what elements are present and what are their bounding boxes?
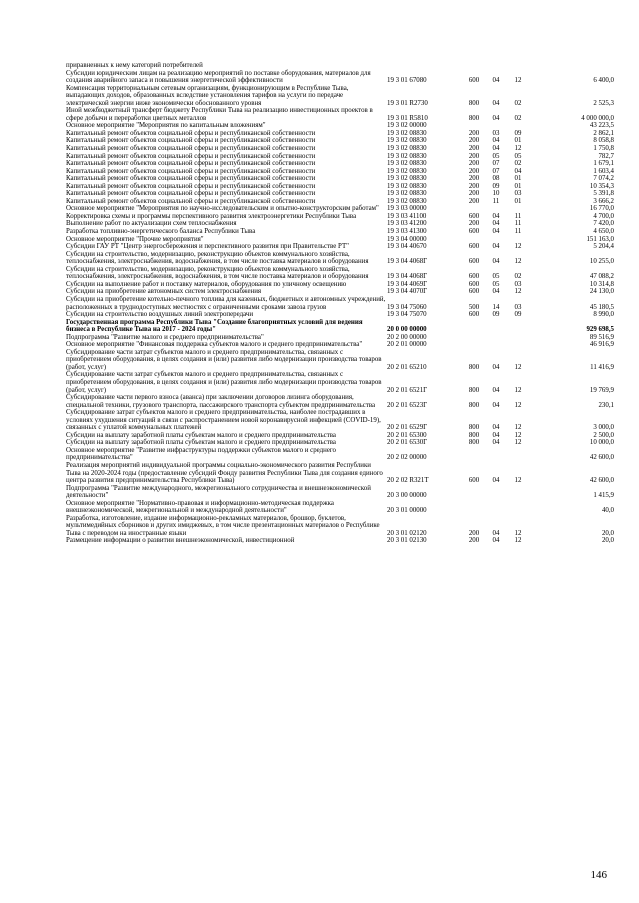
row-code: 20 2 01 00000 <box>387 341 427 349</box>
row-expense-type: 200 <box>468 167 480 175</box>
row-subsection: 12 <box>514 439 522 447</box>
row-name: Размещение информации о развитии внешнеэкономической, инвестиционной <box>66 537 295 545</box>
table-row <box>66 190 614 198</box>
table-row <box>66 439 614 447</box>
row-name: Подпрограмма "Развитие малого и среднего предпринимательства" <box>66 333 264 341</box>
row-amount: 24 130,0 <box>589 288 614 296</box>
table-row <box>66 394 614 409</box>
row-expense-type: 600 <box>468 77 480 85</box>
row-section: 08 <box>492 175 500 183</box>
row-code: 19 3 01 67080 <box>387 77 427 85</box>
row-code: 19 3 02 08830 <box>387 190 427 198</box>
row-code: 19 3 03 41300 <box>387 228 427 236</box>
row-expense-type: 600 <box>468 228 480 236</box>
table-row <box>66 319 614 334</box>
row-name: Субсидии на строительство воздушных линий электропередачи <box>66 311 254 319</box>
row-amount: 3 666,2 <box>593 197 614 205</box>
row-subsection: 12 <box>514 477 522 485</box>
row-expense-type: 800 <box>468 114 480 122</box>
table-row <box>66 296 614 311</box>
row-name: Капитальный ремонт объектов социальной сферы и республиканской собственности <box>66 190 316 198</box>
row-section: 04 <box>492 477 500 485</box>
row-expense-type: 500 <box>468 303 480 311</box>
table-row <box>66 130 614 138</box>
row-subsection: 02 <box>514 160 522 168</box>
row-amount: 1 679,1 <box>593 160 614 168</box>
table-row <box>66 70 614 85</box>
row-amount: 20,0 <box>601 537 614 545</box>
row-code: 19 3 02 08830 <box>387 152 427 160</box>
row-name: Субсидии на строительство, модернизацию, реконструкцию объектов коммунального хозяйства, теплоснабжения, электроснабжения, водоснабжения, в том числе поставка материалов и оборудования <box>66 265 369 281</box>
row-subsection: 12 <box>514 145 522 153</box>
row-name: Капитальный ремонт объектов социальной сферы и республиканской собственности <box>66 152 316 160</box>
table-row <box>66 107 614 122</box>
row-code: 20 3 00 00000 <box>387 492 427 500</box>
table-row <box>66 409 614 432</box>
row-section: 04 <box>492 243 500 251</box>
row-subsection: 12 <box>514 529 522 537</box>
row-amount: 2 862,1 <box>593 129 614 137</box>
row-name: Субсидирование части затрат субъектов малого и среднего предпринимательства, связанных с приобретением оборудования, в целях создания и (или) развития либо модернизации производства товаров (работ, услуг) <box>66 348 382 371</box>
row-amount: 5 391,8 <box>593 190 614 198</box>
row-section: 03 <box>492 129 500 137</box>
row-subsection: 05 <box>514 152 522 160</box>
row-code: 19 3 02 08830 <box>387 182 427 190</box>
row-expense-type: 600 <box>468 477 480 485</box>
table-row <box>66 341 614 349</box>
row-code: 19 3 04 00000 <box>387 235 427 243</box>
row-subsection: 03 <box>514 280 522 288</box>
row-code: 19 3 04 75060 <box>387 303 427 311</box>
row-name: Субсидирование части первого взноса (аванса) при заключении договоров лизинга оборудования, специальной техники, грузового транспорта, пассажирского транспорта субъектом предпринимательства <box>66 394 376 409</box>
table-row <box>66 236 614 244</box>
row-name: Капитальный ремонт объектов социальной сферы и республиканской собственности <box>66 182 316 190</box>
row-amount: 43 223,5 <box>589 122 614 130</box>
row-name: Капитальный ремонт объектов социальной сферы и республиканской собственности <box>66 167 316 175</box>
row-name: Основное мероприятие "Финансовая поддержка субъектов малого и среднего предпринимательства" <box>66 341 363 349</box>
row-expense-type: 800 <box>468 424 480 432</box>
table-row <box>66 447 614 462</box>
table-row <box>66 537 614 545</box>
row-amount: 20,0 <box>601 529 614 537</box>
row-amount: 230,1 <box>598 401 614 409</box>
row-name: Субсидии на приобретение автономных систем электроснабжения <box>66 288 262 296</box>
row-expense-type: 200 <box>468 190 480 198</box>
row-code: 19 3 03 00000 <box>387 205 427 213</box>
row-section: 10 <box>492 190 500 198</box>
row-name: Реализация мероприятий индивидуальной программы социально-экономического развития Республики Тыва на 2020-2024 годы (предоставление субсидий Фонду развития Республики Тыва для создания единого центра развития предпринимательства Республики Тыва) <box>66 461 383 485</box>
row-code: 20 2 01 65210 <box>387 363 427 371</box>
row-section: 04 <box>492 439 500 447</box>
row-expense-type: 200 <box>468 197 480 205</box>
row-expense-type: 800 <box>468 99 480 107</box>
row-amount: 6 400,0 <box>593 77 614 85</box>
row-code: 19 3 02 08830 <box>387 175 427 183</box>
table-row <box>66 137 614 145</box>
row-subsection: 11 <box>514 228 522 236</box>
row-amount: 46 916,9 <box>589 341 614 349</box>
row-amount: 5 204,4 <box>593 243 614 251</box>
row-code: 20 2 00 00000 <box>387 333 427 341</box>
table-row <box>66 85 614 108</box>
row-section: 09 <box>492 182 500 190</box>
row-name: Субсидии юридическим лицам на реализацию мероприятий по поставке оборудования, материалов для создания аварийного запаса и повышения энергетической эффективности <box>66 69 371 85</box>
row-section: 04 <box>492 431 500 439</box>
row-expense-type: 600 <box>468 280 480 288</box>
row-section: 04 <box>492 99 500 107</box>
row-name: Иной межбюджетный трансферт бюджету Республики Тыва на реализацию инвестиционных проектов в сфере добычи и переработки цветных металлов <box>66 107 373 122</box>
row-expense-type: 200 <box>468 152 480 160</box>
row-code: 19 3 04 40670 <box>387 243 427 251</box>
row-amount: 8 990,0 <box>593 311 614 319</box>
row-name: Подпрограмма "Развитие международного, межрегионального сотрудничества и внешнеэкономической деятельности" <box>66 484 371 500</box>
row-expense-type: 800 <box>468 439 480 447</box>
row-section: 05 <box>492 280 500 288</box>
table-row <box>66 213 614 221</box>
row-code: 20 2 01 6523Г <box>387 401 428 409</box>
row-name: Капитальный ремонт объектов социальной сферы и республиканской собственности <box>66 129 316 137</box>
row-expense-type: 800 <box>468 401 480 409</box>
row-name: Разработка, изготовление, издание информационно-рекламных материалов, брошюр, буклетов, мультимедийных сборников и других имиджевых, в том числе презентационных материалов о Республике Тыва с переводом на иностранные языки <box>66 514 380 537</box>
row-amount: 10 354,3 <box>589 182 614 190</box>
table-row <box>66 371 614 394</box>
row-name: Субсидирование части затрат субъектов малого и среднего предпринимательства, связанных с приобретением оборудования, в целях создания и (или) развития либо модернизации производства товаров (работ, услуг) <box>66 371 382 394</box>
row-expense-type: 600 <box>468 258 480 266</box>
row-amount: 1 415,9 <box>593 492 614 500</box>
row-section: 04 <box>492 537 500 545</box>
row-code: 19 3 04 4068Г <box>387 273 428 281</box>
row-code: 19 3 01 R5810 <box>387 114 428 122</box>
table-row <box>66 485 614 500</box>
row-name: Субсидии на выполнение работ и поставку материалов, оборудования по уличному освещению <box>66 280 347 288</box>
row-name: Субсидии ГАУ РТ "Центр энергосбережения и перспективного развития при Правительстве РТ" <box>66 243 349 251</box>
row-expense-type: 200 <box>468 537 480 545</box>
row-amount: 47 088,2 <box>589 273 614 281</box>
table-row <box>66 205 614 213</box>
row-name: Разработка топливно-энергетического баланса Республики Тыва <box>66 228 256 236</box>
row-code: 20 2 01 6530Г <box>387 439 428 447</box>
row-amount: 45 180,5 <box>589 303 614 311</box>
row-subsection: 09 <box>514 129 522 137</box>
row-amount: 2 500,0 <box>593 431 614 439</box>
row-name: Капитальный ремонт объектов социальной сферы и республиканской собственности <box>66 137 316 145</box>
row-name: Субсидии на строительство, модернизацию, реконструкцию объектов коммунального хозяйства, теплоснабжения, электроснабжения, водоснабжения, в том числе поставка материалов и оборудования <box>66 250 369 266</box>
row-subsection: 04 <box>514 167 522 175</box>
table-row <box>66 462 614 485</box>
row-amount: 16 770,0 <box>589 205 614 213</box>
row-expense-type: 600 <box>468 288 480 296</box>
table-row <box>66 145 614 153</box>
row-code: 20 2 01 65300 <box>387 431 427 439</box>
row-amount: 10 000,0 <box>589 439 614 447</box>
row-amount: 4 700,0 <box>593 212 614 220</box>
row-section: 04 <box>492 529 500 537</box>
row-subsection: 03 <box>514 190 522 198</box>
row-code: 19 3 02 08830 <box>387 167 427 175</box>
row-section: 09 <box>492 311 500 319</box>
page-number: 146 <box>590 869 607 881</box>
row-amount: 42 600,0 <box>589 477 614 485</box>
row-subsection: 12 <box>514 288 522 296</box>
row-subsection: 02 <box>514 273 522 281</box>
row-expense-type: 800 <box>468 386 480 394</box>
row-name: Субсидирование затрат субъектов малого и среднего предпринимательства, наиболее пострадавших в условиях ухудшения ситуаций в связи с распространением новой коронавирусной инфекцией (COVID-19), связанных с уплатой коммунальных платежей <box>66 409 381 432</box>
row-code: 19 3 02 08830 <box>387 137 427 145</box>
row-section: 04 <box>492 386 500 394</box>
table-row <box>66 153 614 161</box>
row-expense-type: 200 <box>468 160 480 168</box>
table-row <box>66 432 614 440</box>
row-section: 04 <box>492 137 500 145</box>
row-section: 04 <box>492 424 500 432</box>
row-name: Основное мероприятие "Мероприятия по капитальным вложениям" <box>66 122 266 130</box>
table-row <box>66 228 614 236</box>
row-name: Капитальный ремонт объектов социальной сферы и республиканской собственности <box>66 197 316 205</box>
row-amount: 929 698,5 <box>586 326 614 334</box>
row-section: 05 <box>492 152 500 160</box>
row-subsection: 12 <box>514 258 522 266</box>
table-row <box>66 160 614 168</box>
row-amount: 4 000 000,0 <box>581 114 614 122</box>
row-expense-type: 200 <box>468 220 480 228</box>
row-amount: 10 255,0 <box>589 258 614 266</box>
row-subsection: 01 <box>514 182 522 190</box>
table-row <box>66 288 614 296</box>
row-code: 20 3 01 00000 <box>387 507 427 515</box>
row-amount: 4 650,0 <box>593 228 614 236</box>
table-row <box>66 243 614 251</box>
row-subsection: 02 <box>514 114 522 122</box>
table-row <box>66 515 614 538</box>
row-name: Выполнение работ по актуализации схем теплоснабжения <box>66 220 237 228</box>
row-amount: 10 314,8 <box>589 280 614 288</box>
row-section: 05 <box>492 273 500 281</box>
row-section: 07 <box>492 160 500 168</box>
row-code: 20 3 01 02120 <box>387 529 427 537</box>
row-expense-type: 600 <box>468 212 480 220</box>
row-code: 19 3 03 41100 <box>387 212 427 220</box>
row-expense-type: 200 <box>468 175 480 183</box>
row-code: 20 0 00 00000 <box>387 326 427 334</box>
row-section: 04 <box>492 363 500 371</box>
table-row <box>66 183 614 191</box>
row-amount: 782,7 <box>598 152 614 160</box>
row-code: 19 3 02 08830 <box>387 160 427 168</box>
row-amount: 19 769,9 <box>589 386 614 394</box>
row-section: 04 <box>492 401 500 409</box>
row-name: Компенсация территориальным сетевым организациям, функционирующим в Республике Тыва, выпадающих доходов, образованных вследствие установления тарифов на услуги по передаче электрической энергии ниже экономически обоснованного уровня <box>66 84 349 107</box>
row-code: 20 2 02 00000 <box>387 454 427 462</box>
table-row <box>66 349 614 372</box>
row-code: 19 3 02 00000 <box>387 122 427 130</box>
table-row <box>66 500 614 515</box>
row-subsection: 12 <box>514 243 522 251</box>
row-amount: 7 074,2 <box>593 175 614 183</box>
table-row <box>66 220 614 228</box>
row-expense-type: 600 <box>468 311 480 319</box>
row-code: 19 3 04 4070Г <box>387 288 428 296</box>
row-amount: 3 000,0 <box>593 424 614 432</box>
row-name: Основное мероприятие "Развитие инфраструктуры поддержки субъектов малого и среднего предпринимательства" <box>66 446 336 462</box>
row-section: 07 <box>492 167 500 175</box>
row-name: Основное мероприятие "Нормативно-правовая и информационно-методическая поддержка внешнеэкономической, межрегиональной и международной деятельности" <box>66 499 334 515</box>
row-amount: 2 525,3 <box>593 99 614 107</box>
row-name: Капитальный ремонт объектов социальной сферы и республиканской собственности <box>66 145 316 153</box>
row-section: 04 <box>492 288 500 296</box>
row-expense-type: 200 <box>468 137 480 145</box>
row-code: 19 3 02 08830 <box>387 145 427 153</box>
budget-table <box>66 62 614 545</box>
row-name: Основное мероприятие "Мероприятия по научно-исследовательским и опытно-конструкторским работам" <box>66 205 379 213</box>
row-subsection: 12 <box>514 424 522 432</box>
row-code: 20 2 01 6529Г <box>387 424 428 432</box>
row-code: 19 3 02 08830 <box>387 129 427 137</box>
row-code: 19 3 04 4068Г <box>387 258 428 266</box>
row-section: 04 <box>492 212 500 220</box>
row-expense-type: 800 <box>468 431 480 439</box>
row-code: 20 3 01 02130 <box>387 537 427 545</box>
row-section: 11 <box>492 197 500 205</box>
row-section: 04 <box>492 77 500 85</box>
row-amount: 7 420,0 <box>593 220 614 228</box>
row-subsection: 12 <box>514 537 522 545</box>
row-subsection: 11 <box>514 220 522 228</box>
row-expense-type: 600 <box>468 243 480 251</box>
row-section: 14 <box>492 303 500 311</box>
row-amount: 151 163,0 <box>586 235 614 243</box>
row-subsection: 01 <box>514 197 522 205</box>
row-section: 04 <box>492 220 500 228</box>
row-amount: 1 750,8 <box>593 145 614 153</box>
row-subsection: 11 <box>514 212 522 220</box>
table-row <box>66 251 614 266</box>
row-section: 04 <box>492 114 500 122</box>
row-subsection: 12 <box>514 363 522 371</box>
row-name: приравненных к нему категорий потребителей <box>66 62 203 69</box>
row-expense-type: 200 <box>468 529 480 537</box>
row-section: 04 <box>492 258 500 266</box>
row-name: Капитальный ремонт объектов социальной сферы и республиканской собственности <box>66 175 316 183</box>
row-amount: 1 603,4 <box>593 167 614 175</box>
row-expense-type: 600 <box>468 273 480 281</box>
row-subsection: 01 <box>514 137 522 145</box>
row-subsection: 12 <box>514 401 522 409</box>
row-expense-type: 200 <box>468 129 480 137</box>
row-code: 20 2 01 6521Г <box>387 386 428 394</box>
row-subsection: 01 <box>514 175 522 183</box>
row-name: Корректировка схемы и программы перспективного развития электроэнергетики Республики Тыва <box>66 212 357 220</box>
row-section: 04 <box>492 228 500 236</box>
row-code: 19 3 04 75070 <box>387 311 427 319</box>
row-expense-type: 200 <box>468 145 480 153</box>
row-code: 19 3 04 4069Г <box>387 280 428 288</box>
row-subsection: 02 <box>514 99 522 107</box>
row-expense-type: 200 <box>468 182 480 190</box>
row-name: Государственная программа Республики Тыва "Создание благоприятных условий для ведения бизнеса в Республике Тыва на 2017 - 2024 годы" <box>66 318 363 334</box>
row-amount: 42 600,0 <box>589 454 614 462</box>
row-amount: 89 516,9 <box>589 333 614 341</box>
row-name: Капитальный ремонт объектов социальной сферы и республиканской собственности <box>66 160 316 168</box>
table-row <box>66 311 614 319</box>
row-subsection: 12 <box>514 386 522 394</box>
row-subsection: 12 <box>514 431 522 439</box>
table-row <box>66 175 614 183</box>
row-name: Субсидии на выплату заработной платы субъектам малого и среднего предпринимательства <box>66 439 336 447</box>
row-name: Субсидии на выплату заработной платы субъектам малого и среднего предпринимательства <box>66 431 336 439</box>
table-row <box>66 281 614 289</box>
row-amount: 11 416,9 <box>590 363 614 371</box>
table-row <box>66 266 614 281</box>
row-amount: 8 058,8 <box>593 137 614 145</box>
row-amount: 40,0 <box>601 507 614 515</box>
table-row <box>66 62 614 70</box>
row-code: 19 3 03 41200 <box>387 220 427 228</box>
row-code: 19 3 02 08830 <box>387 197 427 205</box>
row-code: 20 2 02 R321Т <box>387 477 429 485</box>
row-subsection: 03 <box>514 303 522 311</box>
row-name: Субсидии на приобретение котельно-печного топлива для казенных, бюджетных и автономных учреждений, расположенных в труднодоступных местностях с ограниченными сроками завоза грузов <box>66 295 386 311</box>
row-section: 04 <box>492 145 500 153</box>
row-expense-type: 800 <box>468 363 480 371</box>
table-row <box>66 168 614 176</box>
table-row <box>66 122 614 130</box>
row-name: Основное мероприятие "Прочие мероприятия" <box>66 235 204 243</box>
row-code: 19 3 01 R2730 <box>387 99 428 107</box>
table-row <box>66 198 614 206</box>
table-row <box>66 334 614 342</box>
row-subsection: 12 <box>514 77 522 85</box>
row-subsection: 09 <box>514 311 522 319</box>
